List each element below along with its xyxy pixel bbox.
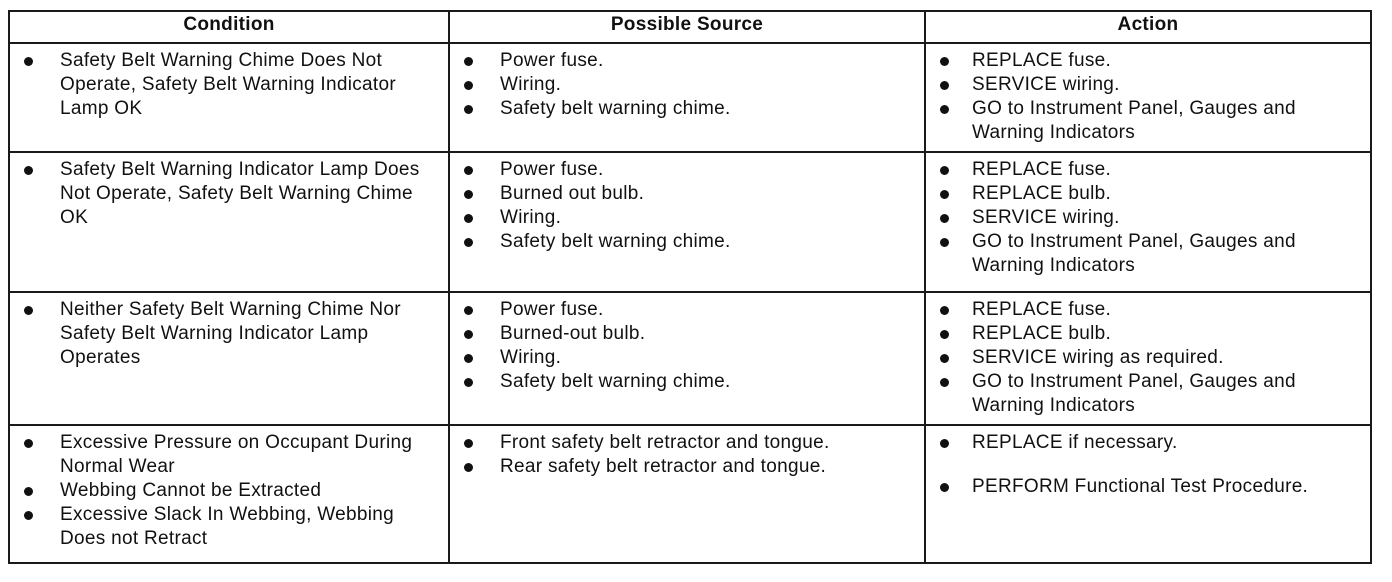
condition-text: Safety Belt Warning Chime Does Not Operate, Safety Belt Warning Indicator Lamp OK <box>60 50 396 119</box>
header-condition: Condition <box>9 11 449 43</box>
source-cell <box>449 425 925 563</box>
list-item <box>460 182 918 206</box>
list-item <box>460 298 918 322</box>
list-item <box>936 182 1364 206</box>
action-text: PERFORM Functional Test Procedure. <box>972 476 1309 497</box>
action-text: REPLACE if necessary. <box>972 432 1178 453</box>
list-item <box>460 73 918 97</box>
action-text: REPLACE bulb. <box>972 323 1112 344</box>
bullet-icon <box>464 81 473 90</box>
list-item <box>20 49 442 121</box>
table-row <box>9 152 1371 292</box>
list-item <box>936 49 1364 73</box>
list-item <box>936 322 1364 346</box>
bullet-icon <box>464 57 473 66</box>
action-text: REPLACE fuse. <box>972 50 1112 71</box>
list-item <box>460 370 918 394</box>
bullet-icon <box>464 105 473 114</box>
list-item <box>460 346 918 370</box>
bullet-icon <box>464 354 473 363</box>
table-row <box>9 292 1371 425</box>
bullet-icon <box>24 439 33 448</box>
bullet-icon <box>940 81 949 90</box>
condition-text: Neither Safety Belt Warning Chime Nor Safety Belt Warning Indicator Lamp Operates <box>60 299 401 368</box>
list-item <box>20 298 442 370</box>
list-item <box>460 49 918 73</box>
table-row <box>9 425 1371 563</box>
bullet-icon <box>464 238 473 247</box>
bullet-icon <box>24 511 33 520</box>
source-text: Power fuse. <box>500 299 604 320</box>
source-text: Safety belt warning chime. <box>500 231 731 252</box>
action-text: GO to Instrument Panel, Gauges and Warning Indicators <box>972 371 1296 416</box>
list-item <box>460 322 918 346</box>
source-text: Wiring. <box>500 74 562 95</box>
source-text: Rear safety belt retractor and tongue. <box>500 456 827 477</box>
bullet-icon <box>24 166 33 175</box>
diagnosis-table <box>8 10 1372 564</box>
bullet-icon <box>940 238 949 247</box>
condition-text: Webbing Cannot be Extracted <box>60 480 322 501</box>
list-item <box>936 370 1364 418</box>
list-item <box>460 97 918 121</box>
source-text: Safety belt warning chime. <box>500 371 731 392</box>
bullet-icon <box>940 439 949 448</box>
condition-cell <box>9 425 449 563</box>
list-item <box>20 479 442 503</box>
action-text: GO to Instrument Panel, Gauges and Warning Indicators <box>972 231 1296 276</box>
source-cell <box>449 292 925 425</box>
list-item <box>936 206 1364 230</box>
list-item <box>936 475 1364 499</box>
source-text: Wiring. <box>500 207 562 228</box>
bullet-icon <box>24 57 33 66</box>
table-row <box>9 43 1371 152</box>
bullet-icon <box>464 463 473 472</box>
list-item <box>20 431 442 479</box>
list-item <box>936 298 1364 322</box>
list-item <box>20 503 442 551</box>
bullet-icon <box>24 487 33 496</box>
action-cell <box>925 292 1371 425</box>
condition-text: Excessive Slack In Webbing, Webbing Does not Retract <box>60 504 395 549</box>
bullet-icon <box>940 306 949 315</box>
action-text: REPLACE fuse. <box>972 159 1112 180</box>
source-text: Power fuse. <box>500 50 604 71</box>
header-action: Action <box>925 11 1371 43</box>
bullet-icon <box>940 57 949 66</box>
condition-cell <box>9 292 449 425</box>
list-item <box>460 455 918 479</box>
action-text: SERVICE wiring. <box>972 74 1120 95</box>
action-text: REPLACE fuse. <box>972 299 1112 320</box>
list-item <box>936 346 1364 370</box>
action-cell <box>925 425 1371 563</box>
source-text: Safety belt warning chime. <box>500 98 731 119</box>
list-item <box>936 97 1364 145</box>
list-item <box>460 158 918 182</box>
bullet-icon <box>464 214 473 223</box>
bullet-icon <box>940 190 949 199</box>
bullet-icon <box>940 483 949 492</box>
action-cell <box>925 152 1371 292</box>
source-text: Front safety belt retractor and tongue. <box>500 432 830 453</box>
bullet-icon <box>464 439 473 448</box>
list-item <box>936 431 1364 455</box>
condition-cell <box>9 43 449 152</box>
bullet-icon <box>464 378 473 387</box>
condition-text: Safety Belt Warning Indicator Lamp Does Not Operate, Safety Belt Warning Chime OK <box>60 159 420 228</box>
header-possible-source: Possible Source <box>449 11 925 43</box>
bullet-icon <box>464 330 473 339</box>
source-cell <box>449 152 925 292</box>
list-item <box>460 230 918 254</box>
list-item <box>460 431 918 455</box>
source-text: Burned out bulb. <box>500 183 645 204</box>
source-text: Power fuse. <box>500 159 604 180</box>
bullet-icon <box>940 354 949 363</box>
action-text: SERVICE wiring. <box>972 207 1120 228</box>
header-row <box>9 11 1371 43</box>
list-item <box>936 73 1364 97</box>
condition-cell <box>9 152 449 292</box>
source-text: Burned-out bulb. <box>500 323 646 344</box>
bullet-icon <box>464 166 473 175</box>
diagnosis-table-container <box>8 10 1370 564</box>
list-item <box>936 230 1364 278</box>
bullet-icon <box>24 306 33 315</box>
action-text: REPLACE bulb. <box>972 183 1112 204</box>
bullet-icon <box>464 190 473 199</box>
action-text: SERVICE wiring as required. <box>972 347 1224 368</box>
list-item <box>20 158 442 230</box>
bullet-icon <box>940 214 949 223</box>
action-cell <box>925 43 1371 152</box>
source-text: Wiring. <box>500 347 562 368</box>
bullet-icon <box>940 105 949 114</box>
list-item <box>936 158 1364 182</box>
source-cell <box>449 43 925 152</box>
bullet-icon <box>940 378 949 387</box>
action-text: GO to Instrument Panel, Gauges and Warning Indicators <box>972 98 1296 143</box>
bullet-icon <box>940 166 949 175</box>
list-item <box>460 206 918 230</box>
condition-text: Excessive Pressure on Occupant During Normal Wear <box>60 432 413 477</box>
bullet-icon <box>940 330 949 339</box>
bullet-icon <box>464 306 473 315</box>
